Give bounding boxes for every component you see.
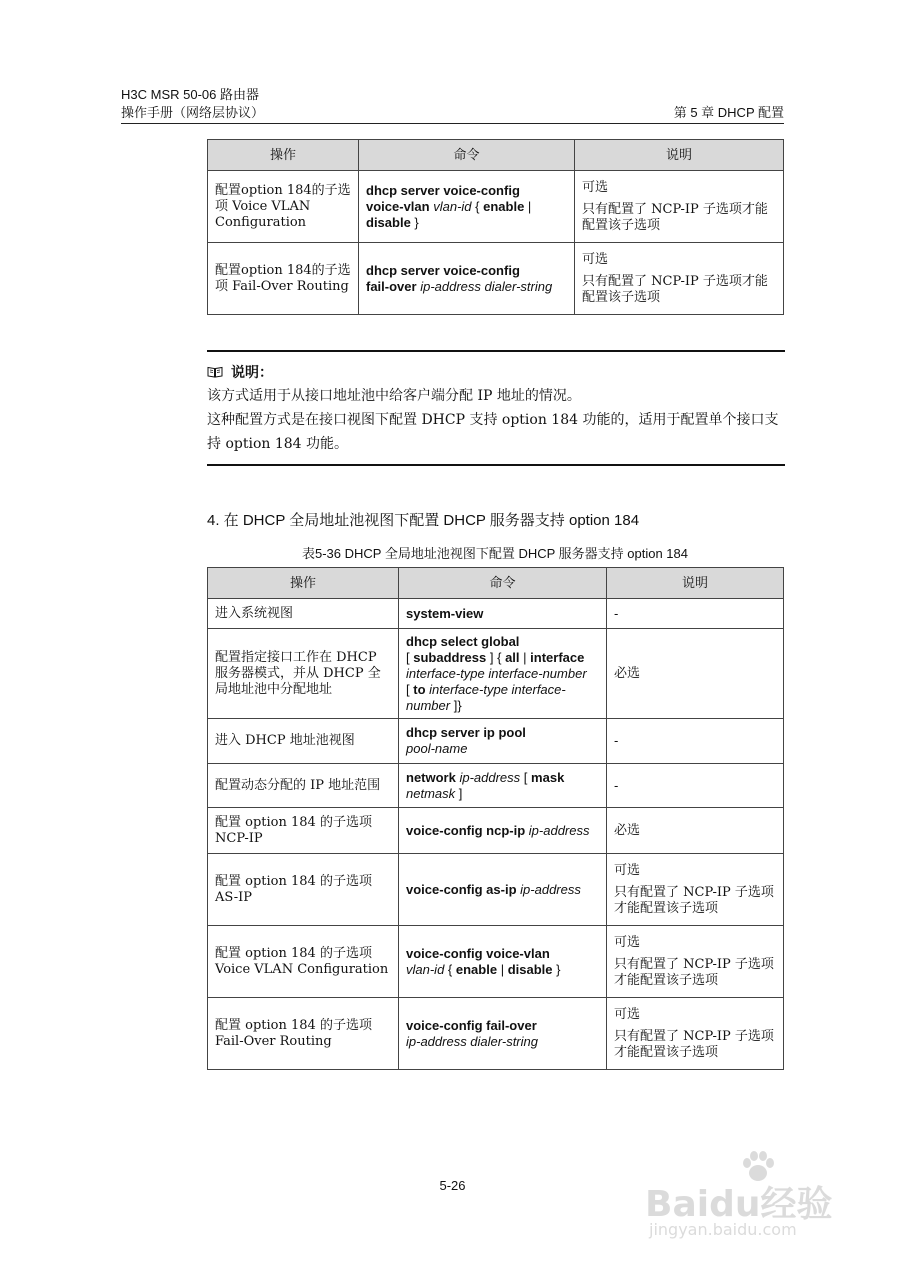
cmd-keyword: dhcp server ip pool: [406, 725, 526, 740]
header-cell: 说明: [607, 568, 784, 599]
desc-cell: [607, 854, 784, 926]
cmd-keyword: dhcp server voice-config: [366, 262, 520, 278]
desc-line: 可选: [582, 251, 609, 267]
op-cell: 配置option 184的子选项 Voice VLAN Configuration: [208, 171, 359, 243]
cmd-keyword: disable: [507, 961, 553, 977]
header-cell: 命令: [359, 140, 575, 171]
watermark-url: jingyan.baidu.com: [649, 1220, 797, 1239]
cmd-keyword: disable: [366, 214, 411, 230]
desc-line: 可选: [614, 1006, 641, 1022]
cmd-param: ip-address dialer-string: [406, 1033, 538, 1049]
page-number: 5-26: [439, 1178, 466, 1193]
op-cell: 配置option 184的子选项 Fail-Over Routing: [208, 243, 359, 315]
desc-cell: 必选: [607, 629, 784, 719]
table-row: [208, 764, 784, 808]
desc-cell: -: [607, 599, 784, 629]
cmd-symbol: ]}: [453, 697, 462, 713]
cmd-keyword: interface: [530, 649, 585, 665]
note-line: 该方式适用于从接口地址池中给客户端分配 IP 地址的情况。: [207, 388, 581, 404]
cmd-keyword: to: [413, 681, 426, 697]
table-row: [208, 854, 784, 926]
note-title: [207, 360, 787, 384]
watermark-logo: Baidu经验: [645, 1184, 833, 1225]
cmd-symbol: [: [406, 649, 410, 665]
table-header-row: [208, 568, 784, 599]
cmd-keyword: voice-config voice-vlan: [406, 945, 550, 961]
desc-line: 只有配置了 NCP-IP 子选项才能配置该子选项: [614, 884, 774, 916]
cmd-cell: [399, 808, 607, 854]
desc-cell: [607, 998, 784, 1070]
note-top-rule: [207, 350, 785, 352]
table-row: [208, 243, 784, 315]
cmd-symbol: |: [500, 961, 505, 977]
cmd-param: netmask: [406, 785, 456, 801]
cmd-symbol: [: [406, 681, 410, 697]
config-table: [207, 567, 784, 1070]
desc-line: 可选: [582, 179, 609, 195]
desc-cell: [575, 171, 784, 243]
op-cell: 配置 option 184 的子选项 Voice VLAN Configuration: [208, 926, 399, 998]
cmd-cell: [399, 719, 607, 764]
op-cell: 配置 option 184 的子选项 NCP-IP: [208, 808, 399, 854]
desc-line: 只有配置了 NCP-IP 子选项才能配置该子选项: [582, 201, 768, 233]
cmd-cell: [359, 171, 575, 243]
cmd-keyword: network: [406, 769, 456, 785]
watermark: [645, 1150, 860, 1240]
note-bottom-rule: [207, 464, 785, 466]
desc-line: 只有配置了 NCP-IP 子选项才能配置该子选项: [582, 273, 768, 305]
table-caption: 表5-36 DHCP 全局地址池视图下配置 DHCP 服务器支持 option 184: [301, 546, 688, 561]
cmd-param: ip-address: [528, 822, 590, 838]
desc-cell: 必选: [607, 808, 784, 854]
header-cell: 说明: [575, 140, 784, 171]
note-box: [207, 360, 787, 456]
cmd-symbol: {: [447, 961, 453, 977]
cmd-keyword: system-view: [406, 605, 484, 621]
op-cell: 配置动态分配的 IP 地址范围: [208, 764, 399, 808]
cmd-keyword: subaddress: [413, 649, 487, 665]
cmd-param: interface-type interface-number: [406, 665, 587, 681]
cmd-cell: [399, 599, 607, 629]
cmd-symbol: ] {: [489, 649, 502, 665]
desc-cell: -: [607, 719, 784, 764]
desc-cell: -: [607, 764, 784, 808]
cmd-keyword: voice-config fail-over: [406, 1017, 537, 1033]
cmd-symbol: [: [523, 769, 528, 785]
cmd-cell: [399, 926, 607, 998]
cmd-keyword: dhcp server voice-config: [366, 182, 520, 198]
cmd-cell: [399, 854, 607, 926]
cmd-keyword: voice-config ncp-ip: [406, 822, 526, 838]
page-header: [121, 86, 264, 122]
table-row: [208, 998, 784, 1070]
header-rule: [121, 123, 784, 124]
cmd-symbol: }: [556, 961, 561, 977]
desc-line: 可选: [614, 934, 641, 950]
cmd-keyword: voice-config as-ip: [406, 881, 517, 897]
header-manual: 操作手册（网络层协议）: [121, 105, 265, 120]
desc-cell: [575, 243, 784, 315]
cmd-symbol: |: [527, 198, 532, 214]
cmd-keyword: voice-vlan: [366, 198, 430, 214]
table-row: [208, 171, 784, 243]
cmd-param: pool-name: [406, 741, 468, 756]
cmd-param: ip-address: [459, 769, 521, 785]
cmd-symbol: |: [523, 649, 527, 665]
table-row: [208, 808, 784, 854]
cmd-keyword: enable: [483, 198, 525, 214]
op-cell: 进入系统视图: [208, 599, 399, 629]
cmd-keyword: mask: [531, 769, 565, 785]
cmd-symbol: {: [475, 198, 480, 214]
desc-line: 可选: [614, 862, 641, 878]
note-title-text: 说明：: [231, 364, 273, 380]
op-cell: 配置 option 184 的子选项 AS-IP: [208, 854, 399, 926]
table-header-row: [208, 140, 784, 171]
header-chapter: 第 5 章 DHCP 配置: [673, 105, 784, 120]
cmd-symbol: ]: [458, 785, 463, 801]
header-cell: 操作: [208, 568, 399, 599]
cmd-keyword: fail-over: [366, 278, 417, 294]
cmd-cell: [399, 998, 607, 1070]
cmd-symbol: }: [414, 214, 419, 230]
continued-table: [207, 139, 784, 315]
header-cell: 命令: [399, 568, 607, 599]
cmd-cell: [399, 629, 607, 719]
section-heading: 4. 在 DHCP 全局地址池视图下配置 DHCP 服务器支持 option 184: [207, 512, 640, 529]
cmd-keyword: all: [505, 649, 520, 665]
desc-line: 只有配置了 NCP-IP 子选项才能配置该子选项: [614, 1028, 774, 1060]
note-line: 这种配置方式是在接口视图下配置 DHCP 支持 option 184 功能的，适用于配置单个接口支持 option 184 功能。: [207, 412, 779, 452]
cmd-cell: [359, 243, 575, 315]
header-cell: 操作: [208, 140, 359, 171]
table-row: [208, 719, 784, 764]
table-row: [208, 599, 784, 629]
book-icon: [207, 366, 223, 378]
cmd-param: vlan-id: [433, 198, 472, 214]
op-cell: 配置指定接口工作在 DHCP 服务器模式，并从 DHCP 全局地址池中分配地址: [208, 629, 399, 719]
cmd-keyword: enable: [455, 961, 498, 977]
desc-line: 只有配置了 NCP-IP 子选项才能配置该子选项: [614, 956, 774, 988]
header-product: H3C MSR 50-06 路由器: [121, 87, 259, 102]
cmd-param: vlan-id: [406, 961, 445, 977]
table-row: [208, 926, 784, 998]
cmd-param: interface-type interface-number: [406, 681, 566, 713]
table-row: [208, 629, 784, 719]
cmd-keyword: dhcp select global: [406, 633, 520, 649]
op-cell: 配置 option 184 的子选项 Fail-Over Routing: [208, 998, 399, 1070]
cmd-param: ip-address dialer-string: [420, 278, 553, 294]
desc-cell: [607, 926, 784, 998]
cmd-param: ip-address: [520, 881, 581, 897]
op-cell: 进入 DHCP 地址池视图: [208, 719, 399, 764]
cmd-cell: [399, 764, 607, 808]
